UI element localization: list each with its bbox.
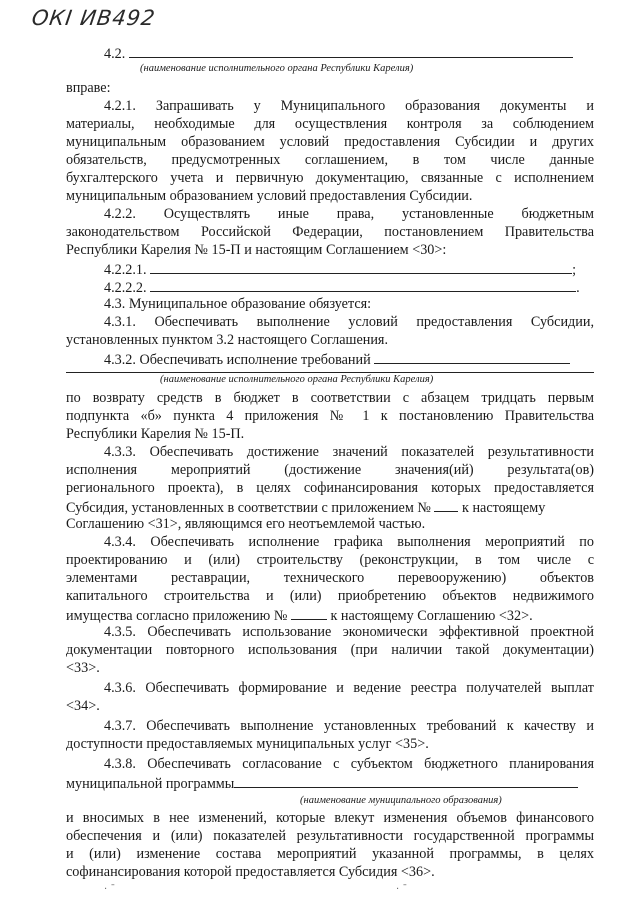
text-line: 4.3.5. Обеспечивать использование экономически эффективной проектной: [104, 624, 594, 640]
text-line: элементами реставрации, технического перевооружению) объектов: [66, 570, 594, 586]
text-line: <33>.: [66, 660, 100, 676]
text-line: 4.3. Муниципальное образование обязуется:: [104, 296, 372, 312]
text-line: 4.3.3. Обеспечивать достижение значений показателей результативности: [104, 444, 594, 460]
text-line: муниципальным образованием условий предоставления Субсидии и других: [66, 134, 594, 150]
text-line: капитального строительства и (или) приобретению объектов недвижимого: [66, 588, 594, 604]
text-line: обеспечения и (или) показателей результативности государственной программы: [66, 828, 594, 844]
punctuation: .: [576, 280, 580, 296]
clause-4-2-2-1: [66, 260, 594, 279]
text-line: софинансирования которой предоставляется Субсидия <36>.: [66, 864, 435, 880]
clause-4-3-4-appendix: [66, 606, 594, 625]
caption-executive-body: (наименование исполнительного органа Республики Карелия): [140, 63, 414, 74]
clause-text: к настоящему Соглашению <32>.: [330, 608, 533, 624]
blank-field: [291, 606, 327, 620]
clause-4-3-3-appendix: [66, 498, 594, 517]
clause-text: муниципальной программы: [66, 776, 235, 792]
clause-text: Субсидия, установленных в соответствии с приложением №: [66, 500, 431, 516]
text-line: Республики Карелия № 15-П и настоящим Соглашением <30>:: [66, 242, 447, 258]
text-line: и вносимых в нее изменений, которые влекут изменения объемов финансового: [66, 810, 594, 826]
clause-text: к настоящему: [462, 500, 546, 516]
blank-field: [434, 498, 458, 512]
blank-field: [234, 774, 578, 788]
text-line: исполнения мероприятий (достижение значения(ий) результата(ов): [66, 462, 594, 478]
text-line: обязательств, предусмотренных соглашением, в том числе данные: [66, 152, 594, 168]
text-line: бухгалтерского учета и первичную документацию, связанные с исполнением: [66, 170, 594, 186]
caption-municipality: (наименование муниципального образования): [300, 795, 502, 806]
text-line: 4.3.1. Обеспечивать выполнение условий предоставления Субсидии,: [104, 314, 594, 330]
text-line: 4.3.6. Обеспечивать формирование и ведение реестра получателей выплат: [104, 680, 594, 696]
text-line: вправе:: [66, 80, 111, 96]
text-line: 4.3.8. Обеспечивать согласование с субъектом бюджетного планирования: [104, 756, 594, 772]
clause-text: имущества согласно приложению №: [66, 608, 288, 624]
text-line: подпункта «б» пункта 4 приложения № 1 к постановлению Правительства: [66, 408, 594, 424]
clause-text: 4.3.2. Обеспечивать исполнение требований: [104, 352, 371, 368]
clause-4-3-8-program: [66, 774, 594, 793]
text-line: Республики Карелия № 15-П.: [66, 426, 245, 442]
clause-number: 4.2.: [104, 46, 126, 62]
clause-4-2-2-2: [66, 278, 594, 297]
clause-4-2: [66, 44, 594, 63]
text-line: и (или) изменение состава мероприятий указанной программы, в целях: [66, 846, 594, 862]
text-line: документации повторного использования (при наличии такой документации): [66, 642, 594, 658]
text-line: доступности предоставляемых муниципальных услуг <35>.: [66, 736, 429, 752]
scan-speck: · ˉ: [396, 884, 408, 895]
blank-field: [150, 278, 576, 292]
text-line: регионального проекта), в целях софинансирования которых предоставляется: [66, 480, 594, 496]
text-line: законодательством Российской Федерации, постановлением Правительства: [66, 224, 594, 240]
blank-field: [150, 260, 572, 274]
scan-speck: · ˉ: [104, 884, 116, 895]
blank-field: [129, 44, 573, 58]
text-line: Соглашению <31>, являющимся его неотъемлемой частью.: [66, 516, 426, 532]
text-line: по возврату средств в бюджет в соответствии с абзацем тридцать первым: [66, 390, 594, 406]
text-line: 4.2.1. Запрашивать у Муниципального образования документы и: [104, 98, 594, 114]
clause-number: 4.2.2.2.: [104, 280, 147, 296]
text-line: проектированию и (или) строительству (реконструкции, в том числе с: [66, 552, 594, 568]
blank-field: [374, 350, 570, 364]
clause-number: 4.2.2.1.: [104, 262, 147, 278]
punctuation: ;: [572, 262, 577, 278]
text-line: <34>.: [66, 698, 100, 714]
caption-executive-body: (наименование исполнительного органа Республики Карелия): [160, 374, 434, 385]
handwritten-note: ОКI ИВ492: [30, 6, 158, 30]
text-line: установленных пунктом 3.2 настоящего Соглашения.: [66, 332, 389, 348]
clause-4-3-2: [66, 350, 594, 369]
text-line: 4.3.7. Обеспечивать выполнение установленных требований к качеству и: [104, 718, 594, 734]
blank-line: [66, 372, 594, 373]
text-line: 4.3.4. Обеспечивать исполнение графика выполнения мероприятий по: [104, 534, 594, 550]
text-line: 4.2.2. Осуществлять иные права, установленные бюджетным: [104, 206, 594, 222]
text-line: муниципальным образованием условий предоставления Субсидии.: [66, 188, 473, 204]
text-line: материалы, необходимые для осуществления контроля за соблюдением: [66, 116, 594, 132]
